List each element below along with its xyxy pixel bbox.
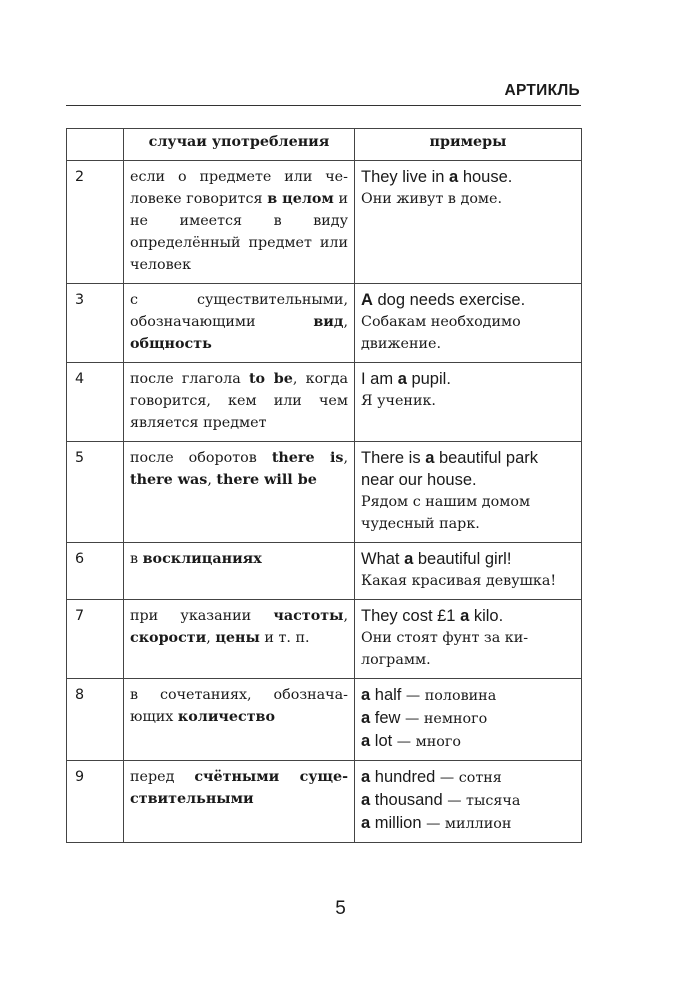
example-text: They live in [361, 168, 450, 186]
usage-keyword: вид [313, 314, 344, 330]
example-cell [355, 761, 582, 843]
example-text: lot [370, 732, 393, 750]
usage-keyword: there was [130, 472, 208, 488]
table-header-row [67, 129, 582, 161]
example-english [361, 289, 575, 311]
usage-text: и не имеется в виду определённый предмет или человек [130, 191, 348, 273]
article-word: a [361, 768, 371, 786]
usage-cell [124, 284, 355, 363]
example-text: kilo. [469, 607, 504, 625]
column-header-examples: примеры [355, 129, 582, 161]
article-word: a [361, 686, 371, 704]
usage-cell [124, 761, 355, 843]
article-word: a [361, 732, 371, 750]
example-translation: — сотня [435, 770, 502, 786]
example-translation: Какая красивая девушка! [361, 573, 557, 589]
usage-keyword: в целом [267, 191, 334, 207]
table-row [67, 543, 582, 600]
column-header-number [67, 129, 124, 161]
usage-text: в сочетаниях, обозначающих [130, 687, 348, 725]
usage-cell [124, 442, 355, 543]
row-number: 6 [67, 543, 124, 600]
table-row [67, 442, 582, 543]
usage-keyword: количество [177, 709, 276, 725]
example-text: hundred [370, 768, 436, 786]
usage-cell [124, 363, 355, 442]
example-text: beautiful park near our house. [361, 449, 539, 489]
column-header-usage: случаи употребления [124, 129, 355, 161]
row-number: 8 [67, 679, 124, 761]
example-translation: — миллион [421, 816, 512, 832]
usage-text: перед [130, 769, 195, 785]
example-translation: Я ученик. [361, 393, 436, 409]
example-cell [355, 363, 582, 442]
example-phrase [361, 730, 575, 753]
example-translation: Они стоят фунт за килограмм. [361, 630, 529, 668]
usage-text: в [130, 551, 143, 567]
example-text: beautiful girl! [413, 550, 512, 568]
example-phrase [361, 812, 575, 835]
example-text: dog needs exercise. [372, 291, 526, 309]
row-number: 3 [67, 284, 124, 363]
example-english [361, 166, 575, 188]
usage-text: , [343, 314, 348, 330]
example-text: pupil. [406, 370, 451, 388]
example-english [361, 548, 575, 570]
article-word: a [449, 168, 459, 186]
table-row [67, 284, 582, 363]
row-number: 7 [67, 600, 124, 679]
usage-keyword: there will be [216, 472, 317, 488]
usage-cell [124, 679, 355, 761]
usage-text: , [207, 472, 217, 488]
usage-text: и т. п. [259, 630, 310, 646]
example-text: They cost £1 [361, 607, 461, 625]
example-translation: Собакам необходимо движение. [361, 314, 521, 352]
usage-keyword: to be [248, 371, 293, 387]
article-word: a [361, 814, 371, 832]
example-text: few [370, 709, 401, 727]
example-phrase [361, 707, 575, 730]
row-number: 2 [67, 161, 124, 284]
example-cell [355, 161, 582, 284]
usage-text: , [206, 630, 216, 646]
usage-keyword: восклицаниях [142, 551, 262, 567]
usage-cell [124, 161, 355, 284]
example-phrase [361, 684, 575, 707]
example-text: half [370, 686, 402, 704]
article-word: a [397, 370, 407, 388]
usage-text: если о предмете или человеке говорится [130, 169, 348, 207]
row-number: 9 [67, 761, 124, 843]
article-word: a [460, 607, 470, 625]
article-word: a [425, 449, 435, 467]
example-cell [355, 284, 582, 363]
usage-text: , [343, 608, 348, 624]
example-translation: — много [392, 734, 461, 750]
article-word: a [404, 550, 414, 568]
example-cell [355, 442, 582, 543]
table-row [67, 161, 582, 284]
example-cell [355, 543, 582, 600]
usage-text: с существительными, обозначающими [130, 292, 348, 330]
example-text: I am [361, 370, 398, 388]
usage-keyword: there is [271, 450, 344, 466]
example-cell [355, 679, 582, 761]
usage-text: после глагола [130, 371, 249, 387]
usage-cell [124, 543, 355, 600]
article-word: A [361, 291, 373, 309]
usage-keyword: общность [130, 336, 212, 352]
example-text: What [361, 550, 405, 568]
row-number: 5 [67, 442, 124, 543]
example-english [361, 447, 575, 491]
example-text: million [370, 814, 422, 832]
usage-text: , когда говорится, кем или чем является предмет [130, 371, 348, 431]
usage-keyword: счётными существительными [130, 769, 348, 807]
article-word: a [361, 709, 371, 727]
table-row [67, 600, 582, 679]
article-word: a [361, 791, 371, 809]
example-phrase [361, 789, 575, 812]
section-title: АРТИКЛЬ [504, 82, 580, 99]
usage-text: при указании [130, 608, 274, 624]
example-text: There is [361, 449, 426, 467]
usage-cell [124, 600, 355, 679]
table-row [67, 679, 582, 761]
example-text: house. [458, 168, 513, 186]
example-translation: Они живут в доме. [361, 191, 503, 207]
header-rule [66, 105, 581, 106]
usage-keyword: частоты [273, 608, 344, 624]
page-number: 5 [335, 898, 346, 919]
usage-keyword: цены [215, 630, 260, 646]
example-phrase [361, 766, 575, 789]
article-usage-table [66, 128, 582, 843]
example-translation: — немного [400, 711, 488, 727]
usage-keyword: скорости [130, 630, 207, 646]
example-english [361, 605, 575, 627]
example-cell [355, 600, 582, 679]
table-row [67, 761, 582, 843]
usage-text: , [343, 450, 348, 466]
usage-text: после оборотов [130, 450, 272, 466]
example-text: thousand [370, 791, 443, 809]
example-english [361, 368, 575, 390]
example-translation: — половина [401, 688, 497, 704]
example-translation: — тысяча [442, 793, 521, 809]
example-translation: Рядом с нашим домом чудесный парк. [361, 494, 531, 532]
table-row [67, 363, 582, 442]
row-number: 4 [67, 363, 124, 442]
